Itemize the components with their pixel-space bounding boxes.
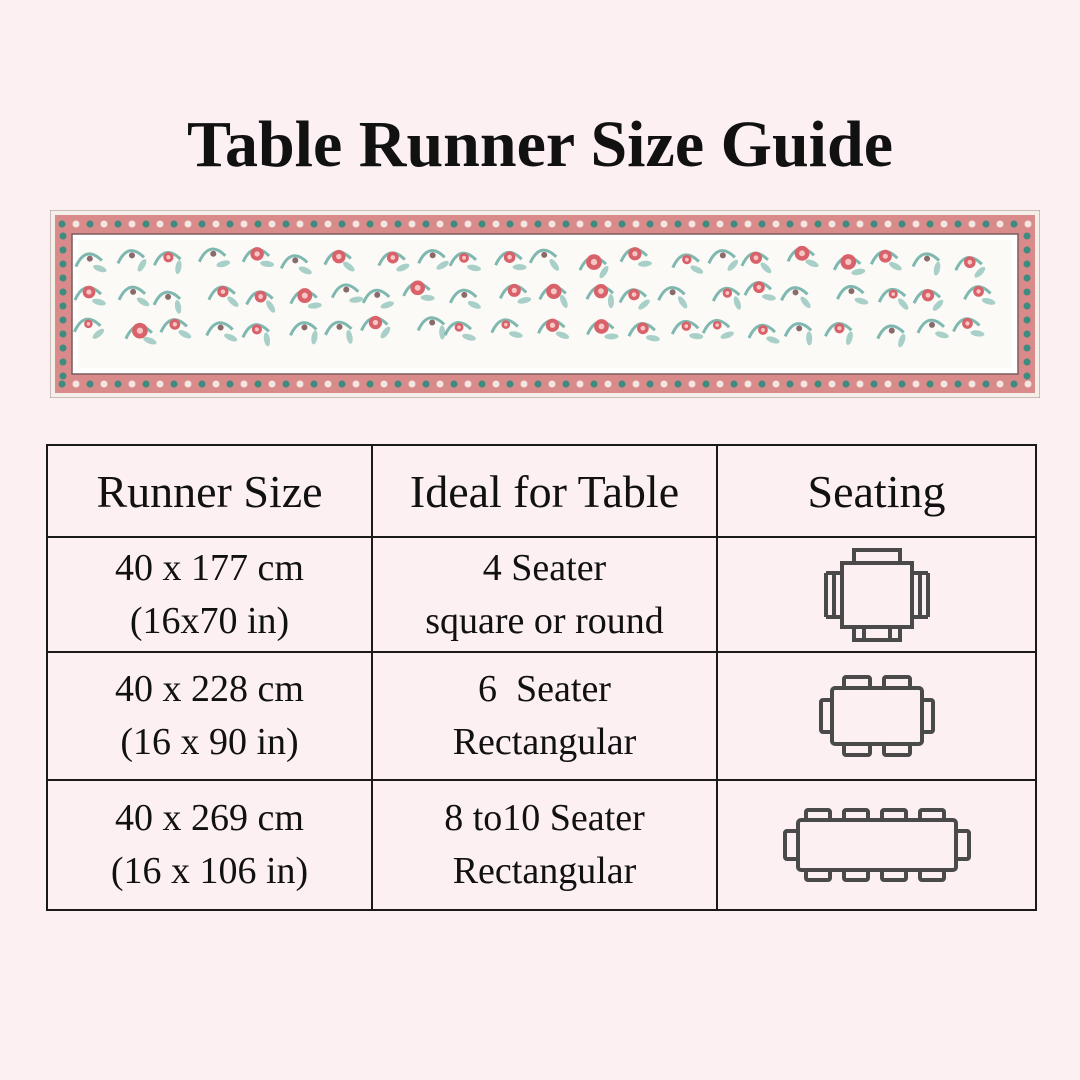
table-header-row <box>47 445 1036 537</box>
seater-count: 4 Seater <box>482 546 607 589</box>
size-cm: 40 x 269 cm <box>115 797 304 839</box>
floral-table-runner-image <box>50 210 1040 398</box>
size-in: (16x70 in) <box>129 599 290 642</box>
table-shape: Rectangular <box>452 721 637 763</box>
ten-seater-table-icon <box>782 807 972 883</box>
size-in: (16 x 90 in) <box>120 721 299 763</box>
table-row <box>47 780 1036 910</box>
table-row <box>47 537 1036 652</box>
seater-count: 8 to10 Seater <box>444 797 645 839</box>
header-runner-size: Runner Size <box>47 445 372 537</box>
size-guide-table <box>46 444 1037 911</box>
runner-size-cell <box>47 780 372 910</box>
ideal-table-cell <box>372 537 717 652</box>
runner-size-cell <box>47 652 372 780</box>
seating-cell <box>717 652 1036 780</box>
header-seating: Seating <box>717 445 1036 537</box>
four-seater-table-icon <box>822 547 932 643</box>
seating-cell <box>717 537 1036 652</box>
header-ideal-for-table: Ideal for Table <box>372 445 717 537</box>
table-row <box>47 652 1036 780</box>
table-shape: square or round <box>425 599 664 642</box>
ideal-table-cell <box>372 780 717 910</box>
ideal-table-cell <box>372 652 717 780</box>
six-seater-table-icon <box>818 674 936 758</box>
size-cm: 40 x 177 cm <box>115 546 304 589</box>
table-shape: Rectangular <box>452 850 637 892</box>
size-cm: 40 x 228 cm <box>115 668 304 710</box>
runner-size-cell <box>47 537 372 652</box>
page-title: Table Runner Size Guide <box>187 108 893 181</box>
seating-cell <box>717 780 1036 910</box>
seater-count: 6 Seater <box>478 668 611 710</box>
size-in: (16 x 106 in) <box>110 850 309 892</box>
